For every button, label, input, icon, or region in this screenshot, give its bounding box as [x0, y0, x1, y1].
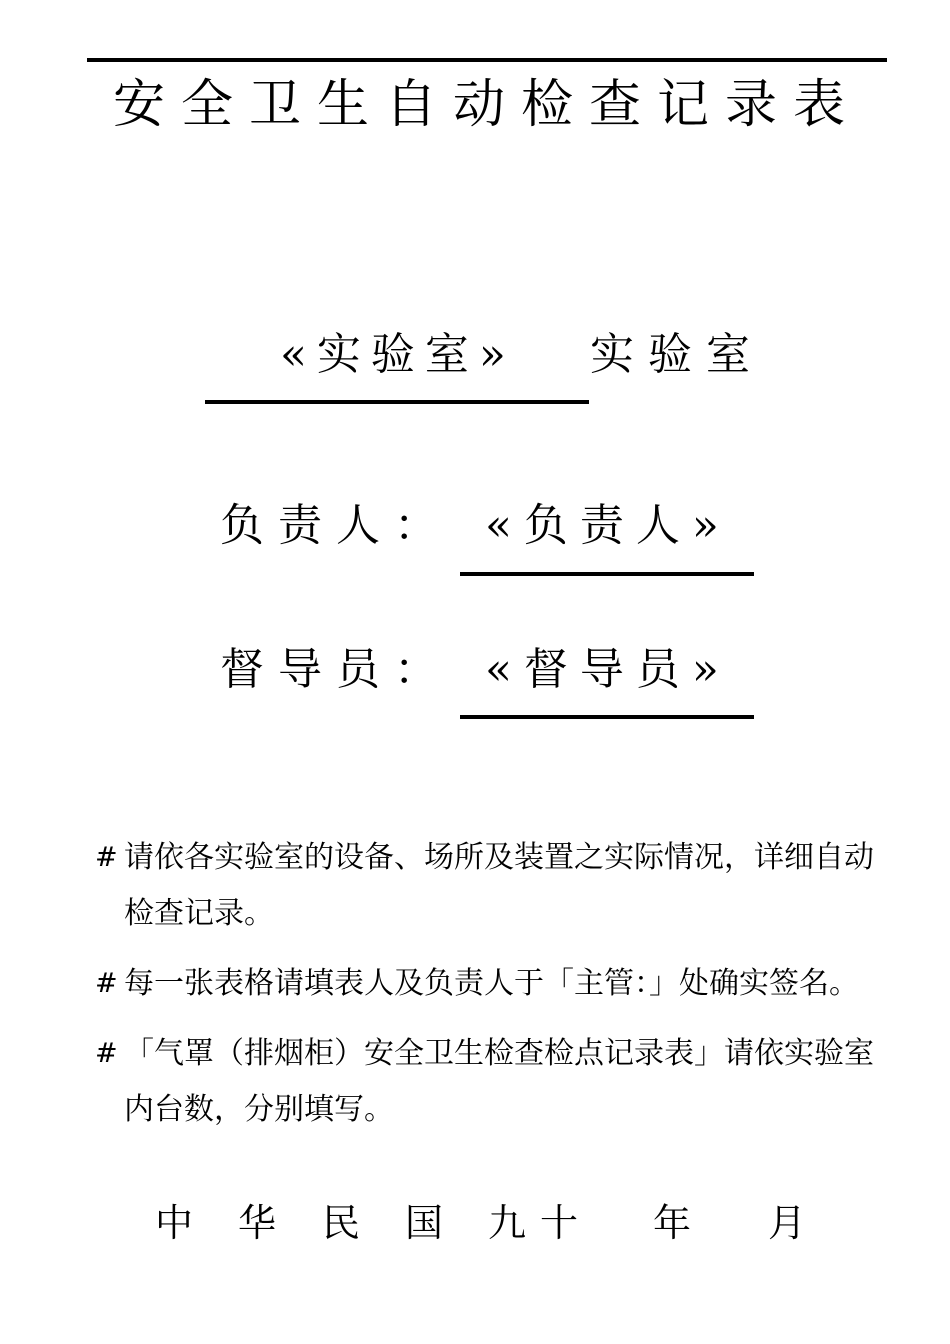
date-month-unit: 月 — [768, 1201, 807, 1245]
date-hua: 华 — [238, 1201, 277, 1245]
supervisor-underline — [460, 715, 754, 719]
notes-list — [95, 830, 887, 1152]
responsible-row — [220, 496, 780, 556]
supervisor-row — [220, 640, 780, 700]
note-item — [95, 956, 887, 1012]
top-rule — [87, 58, 887, 62]
date-zhong: 中 — [155, 1201, 194, 1245]
date-year-unit: 年 — [653, 1201, 692, 1245]
note-text: 「气罩（排烟柜）安全卫生检查检点记录表」请依实验室内台数，分别填写。 — [124, 1036, 874, 1127]
date-guo: 国 — [405, 1201, 444, 1245]
supervisor-field: «督导员» — [485, 644, 731, 695]
supervisor-label: 督导员： — [220, 644, 452, 695]
note-marker: # — [95, 1038, 118, 1069]
lab-name-field: «实验室» — [280, 329, 516, 380]
note-text: 请依各实验室的设备、场所及装置之实际情况，详细自动检查记录。 — [124, 840, 874, 931]
responsible-label: 负责人： — [220, 500, 452, 551]
note-item — [95, 1026, 887, 1138]
responsible-underline — [460, 572, 754, 576]
note-item — [95, 830, 887, 942]
date-year-value: 九十 — [488, 1201, 593, 1245]
lab-suffix: 实验室 — [590, 329, 764, 380]
note-marker: # — [95, 842, 118, 873]
note-text: 每一张表格请填表人及负责人于「主管：」处确实签名。 — [124, 966, 859, 1001]
page-title: 安全卫生自动检查记录表 — [112, 75, 861, 135]
date-row — [155, 1195, 855, 1251]
responsible-field: «负责人» — [485, 500, 731, 551]
date-min: 民 — [322, 1201, 361, 1245]
lab-name-underline — [205, 400, 589, 404]
lab-line — [205, 325, 825, 385]
note-marker: # — [95, 968, 118, 999]
